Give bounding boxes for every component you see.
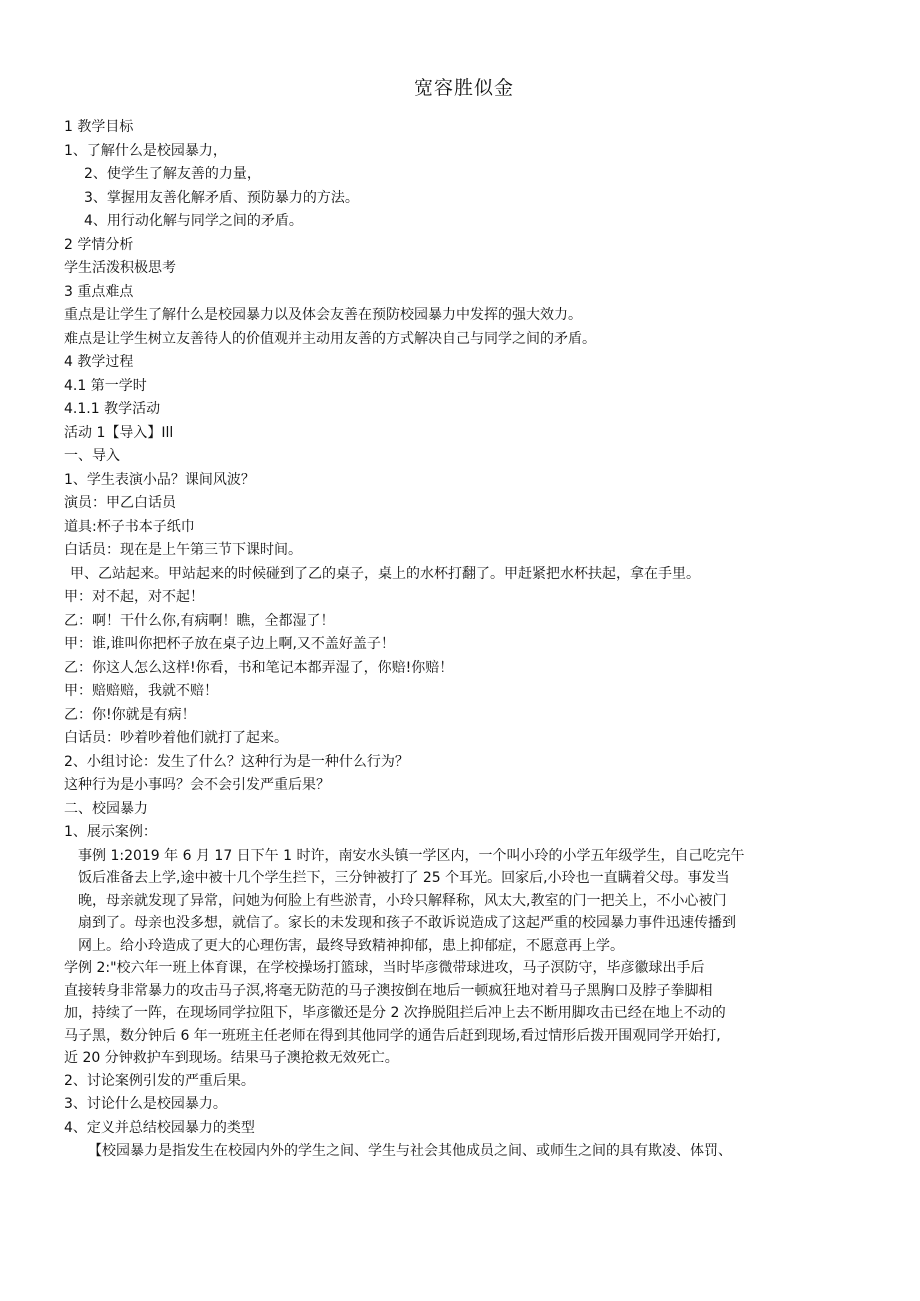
text-line: 这种行为是小事吗？会不会引发严重后果？ xyxy=(64,777,330,793)
text-line: 甲：对不起，对不起！ xyxy=(64,589,204,605)
text-line: 3、掌握用友善化解矛盾、预防暴力的方法。 xyxy=(84,189,359,206)
text-line: 难点是让学生树立友善待人的价值观并主动用友善的方式解决自己与同学之间的矛盾。 xyxy=(64,330,596,347)
text-line: 二、校园暴力 xyxy=(64,800,148,817)
document-title: 宽容胜似金 xyxy=(413,77,514,99)
text-line: 乙：你!你就是有病！ xyxy=(64,706,196,723)
text-line: 乙：你这人怎么这样!你看，书和笔记本都弄湿了，你赔!你赔！ xyxy=(64,659,454,676)
text-line: 2、使学生了解友善的力量， xyxy=(84,166,261,182)
text-line: 4.1 第一学时 xyxy=(64,377,147,394)
paragraph-line: 事例 1:2019 年 6 月 17 日下午 1 时许，南安水头镇一学区内，一个叫小玲的小学五年级学生，自己吃完午 xyxy=(78,847,745,864)
text-line: 重点是让学生了解什么是校园暴力以及体会友善在预防校园暴力中发挥的强大效力。 xyxy=(64,307,582,323)
section-block-b xyxy=(64,1070,864,1164)
text-line: 【校园暴力是指发生在校园内外的学生之间、学生与社会其他成员之间、或师生之间的具有欺凌、体罚、 xyxy=(88,1143,732,1159)
paragraph-line: 饭后准备去上学,途中被十几个学生拦下，三分钟被打了 25 个耳光。回家后,小玲也一直瞒着父母。事发当 xyxy=(78,870,730,886)
text-line: 甲：赔赔赔，我就不赔！ xyxy=(64,683,218,699)
case-2-paragraph xyxy=(64,957,864,1070)
text-line: 1、了解什么是校园暴力， xyxy=(64,142,227,159)
text-line: 乙：啊！干什么你,有病啊！瞧，全都湿了！ xyxy=(64,612,335,629)
text-line: 4、用行动化解与同学之间的矛盾。 xyxy=(84,213,303,229)
paragraph-line: 学例 2:"校六年一班上体育课，在学校操场打篮球，当时毕彦微带球进攻，马子溟防守，毕彦徽球出手后 xyxy=(64,960,705,976)
paragraph-line: 近 20 分钟救护车到现场。结果马子澳抢救无效死亡。 xyxy=(64,1050,399,1066)
text-line: 2、讨论案例引发的严重后果。 xyxy=(64,1072,255,1089)
text-line: 一、导入 xyxy=(64,448,120,464)
paragraph-line: 直接转身非常暴力的攻击马子溟,将毫无防范的马子澳按倒在地后一顿疯狂地对着马子黑胸口及脖子拳脚相 xyxy=(64,982,713,999)
text-line: 2、小组讨论：发生了什么？这种行为是一种什么行为？ xyxy=(64,753,409,770)
paragraph-line: 加，持续了一阵，在现场同学拉阻下，毕彦徽还是分 2 次挣脱阻拦后冲上去不断用脚攻击已经在地上不动的 xyxy=(64,1005,726,1021)
text-line: 3、讨论什么是校园暴力。 xyxy=(64,1096,227,1112)
case-1-paragraph xyxy=(64,845,864,958)
paragraph-line: 晚，母亲就发现了异常，问她为何脸上有些淤青，小玲只解释称，风太大,教室的门一把关上，不小心被门 xyxy=(78,892,727,909)
text-line: 4、定义并总结校园暴力的类型 xyxy=(64,1119,255,1136)
text-line: 道具:杯子书本子纸巾 xyxy=(64,518,195,535)
paragraph-line: 扇到了。母亲也没多想，就信了。家长的未发现和孩子不敢诉说造成了这起严重的校园暴力事件迅速传播到 xyxy=(78,915,736,931)
document-body xyxy=(64,116,864,1164)
text-line: 4 教学过程 xyxy=(64,354,134,370)
paragraph-line: 马子黑，数分钟后 6 年一班班主任老师在得到其他同学的通告后赶到现场,看过情形后拨开围观同学开始打, xyxy=(64,1027,721,1044)
paragraph-line: 网上。给小玲造成了更大的心理伤害，最终导致精神抑郁，患上抑郁症，不愿意再上学。 xyxy=(78,937,624,954)
text-line: 活动 1【导入】Ill xyxy=(64,424,174,441)
text-line: 2 学情分析 xyxy=(64,236,134,253)
text-line: 甲、乙站起来。甲站起来的时候碰到了乙的桌子，桌上的水杯打翻了。甲赶紧把水杯扶起，拿在手里。 xyxy=(70,565,700,582)
text-line: 白话员：吵着吵着他们就打了起来。 xyxy=(64,730,288,746)
text-line: 1、展示案例： xyxy=(64,824,157,840)
text-line: 演员：甲乙白话员 xyxy=(64,495,176,511)
text-line: 甲：谁,谁叫你把杯子放在桌子边上啊,又不盖好盖子！ xyxy=(64,636,395,652)
text-line: 1 教学目标 xyxy=(64,119,134,135)
text-line: 3 重点难点 xyxy=(64,283,134,300)
section-block-a xyxy=(64,116,864,845)
text-line: 学生活泼积极思考 xyxy=(64,260,176,276)
text-line: 1、学生表演小品？课间风波？ xyxy=(64,471,255,488)
text-line: 白话员：现在是上午第三节下课时间。 xyxy=(64,542,302,558)
text-line: 4.1.1 教学活动 xyxy=(64,401,161,417)
